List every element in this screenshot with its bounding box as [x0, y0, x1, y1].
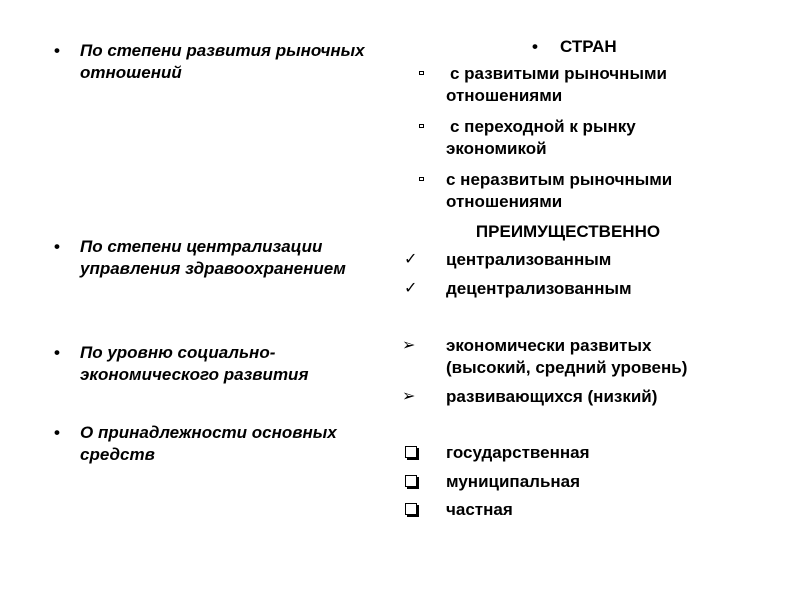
left-item-ownership	[54, 422, 394, 466]
market-item-line: отношениями	[446, 192, 563, 211]
checkbox-icon	[405, 475, 417, 487]
small-square-icon	[419, 124, 424, 128]
arrowhead-icon: ➢	[402, 337, 416, 354]
ownership-item-private: частная	[446, 500, 513, 519]
centralization-item-centralized: централизованным	[446, 250, 612, 269]
left-item-centralization	[54, 236, 394, 280]
bullet-icon: •	[54, 343, 60, 362]
left-item-market-development	[54, 40, 394, 84]
economic-item-developing: развивающихся (низкий)	[446, 387, 658, 406]
market-item-line: с переходной к рынку	[450, 117, 636, 136]
right-subheader: ПРЕИМУЩЕСТВЕННО	[475, 222, 661, 241]
checkbox-icon	[405, 446, 417, 458]
left-item-socioeconomic	[54, 342, 394, 386]
checkmark-icon: ✓	[404, 251, 418, 268]
market-item-line: отношениями	[446, 86, 563, 105]
economic-item-line: (высокий, средний уровень)	[446, 358, 688, 377]
right-header: СТРАН	[560, 37, 617, 56]
market-item-undeveloped	[446, 169, 672, 213]
left-item-label: По уровню социально-экономического развития	[80, 343, 309, 384]
arrowhead-icon: ➢	[402, 388, 416, 405]
ownership-item-municipal: муниципальная	[446, 472, 581, 491]
small-square-icon	[419, 177, 424, 181]
centralization-item-decentralized: децентрализованным	[446, 279, 632, 298]
market-item-line: экономикой	[446, 139, 547, 158]
economic-item-line: экономически развитых	[446, 336, 652, 355]
left-item-label: О принадлежности основных средств	[80, 423, 337, 464]
market-item-developed	[446, 63, 667, 107]
left-item-label: По степени развития рыночных отношений	[80, 41, 365, 82]
bullet-icon: •	[54, 423, 60, 442]
checkbox-icon	[405, 503, 417, 515]
ownership-item-state: государственная	[446, 443, 590, 462]
bullet-icon: •	[54, 237, 60, 256]
header-bullet-icon: •	[532, 37, 538, 56]
market-item-transitional	[446, 116, 636, 160]
market-item-line: с неразвитым рыночными	[446, 170, 673, 189]
bullet-icon: •	[54, 41, 60, 60]
market-item-line: с развитыми рыночными	[450, 64, 667, 83]
small-square-icon	[419, 71, 424, 75]
economic-item-developed	[446, 335, 687, 379]
left-item-label: По степени централизации управления здравоохранением	[80, 237, 346, 278]
checkmark-icon: ✓	[404, 280, 418, 297]
